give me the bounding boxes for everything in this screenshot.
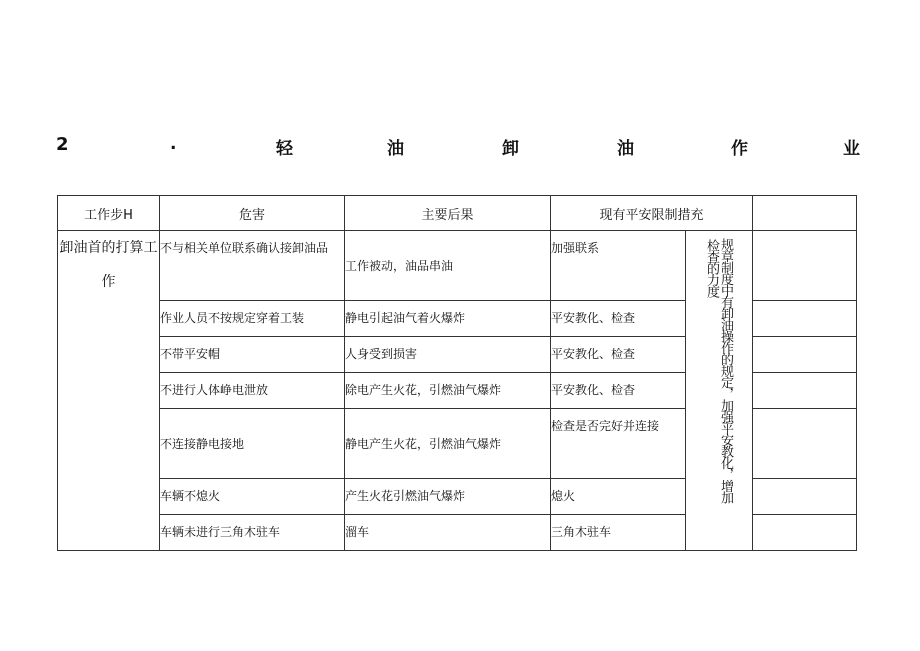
section-heading <box>0 134 920 158</box>
heading-char: 轻 <box>276 139 293 159</box>
control-text-b-wrap <box>718 238 748 548</box>
measure-cell: 平安教化、检查 <box>551 301 686 337</box>
consequence-cell: 溜车 <box>345 515 551 551</box>
header-consequence: 主要后果 <box>345 196 551 231</box>
heading-number: 2 <box>56 134 69 155</box>
header-extra <box>753 196 857 231</box>
header-step: 工作步H <box>58 196 160 231</box>
consequence-cell: 人身受到损害 <box>345 337 551 373</box>
measure-cell: 加强联系 <box>551 231 686 301</box>
hazard-cell: 作业人员不按规定穿着工装 <box>160 301 345 337</box>
extra-cell <box>753 301 857 337</box>
measure-cell: 平安教化、检杳 <box>551 373 686 409</box>
extra-cell <box>753 515 857 551</box>
heading-dot: . <box>170 134 177 154</box>
consequence-cell: 工作被动，油品串油 <box>345 231 551 301</box>
heading-char: 卸 <box>502 139 519 159</box>
hazard-cell: 不连接静电接地 <box>160 409 345 479</box>
hazard-cell: 车辆未进行三角木驻车 <box>160 515 345 551</box>
consequence-cell: 静电引起油气着火爆炸 <box>345 301 551 337</box>
measure-cell: 检查是否完好并连接 <box>551 409 686 479</box>
control-text-a: 检查的力度 <box>704 239 719 297</box>
hazard-cell: 车辆不熄火 <box>160 479 345 515</box>
hazard-cell: 不与相关单位联系确认接卸油品 <box>160 231 345 301</box>
consequence-cell: 静电产生火花，引燃油气爆炸 <box>345 409 551 479</box>
hazard-cell: 不进行人体峥电泄放 <box>160 373 345 409</box>
header-hazard: 危害 <box>160 196 345 231</box>
heading-char: 业 <box>843 139 860 159</box>
heading-char: 油 <box>387 139 404 159</box>
heading-char: 油 <box>617 139 634 159</box>
header-measures: 现有平安限制措充 <box>551 196 753 231</box>
measure-cell: 三角木驻车 <box>551 515 686 551</box>
extra-cell <box>753 231 857 301</box>
extra-cell <box>753 409 857 479</box>
hazard-cell: 不带平安帽 <box>160 337 345 373</box>
measure-cell: 平安教化、检查 <box>551 337 686 373</box>
step-cell: 卸油首的打算工作 <box>58 231 160 551</box>
consequence-cell: 除电产生火花，引燃油气爆炸 <box>345 373 551 409</box>
heading-char: 作 <box>731 139 748 159</box>
extra-cell <box>753 373 857 409</box>
measure-cell: 熄火 <box>551 479 686 515</box>
consequence-cell: 产生火花引燃油气爆炸 <box>345 479 551 515</box>
table-header-row <box>58 196 857 231</box>
control-text-b: 规章制度中有卸油操作的规定，加强平安教化，增加 <box>718 238 733 503</box>
extra-cell <box>753 479 857 515</box>
extra-cell <box>753 337 857 373</box>
